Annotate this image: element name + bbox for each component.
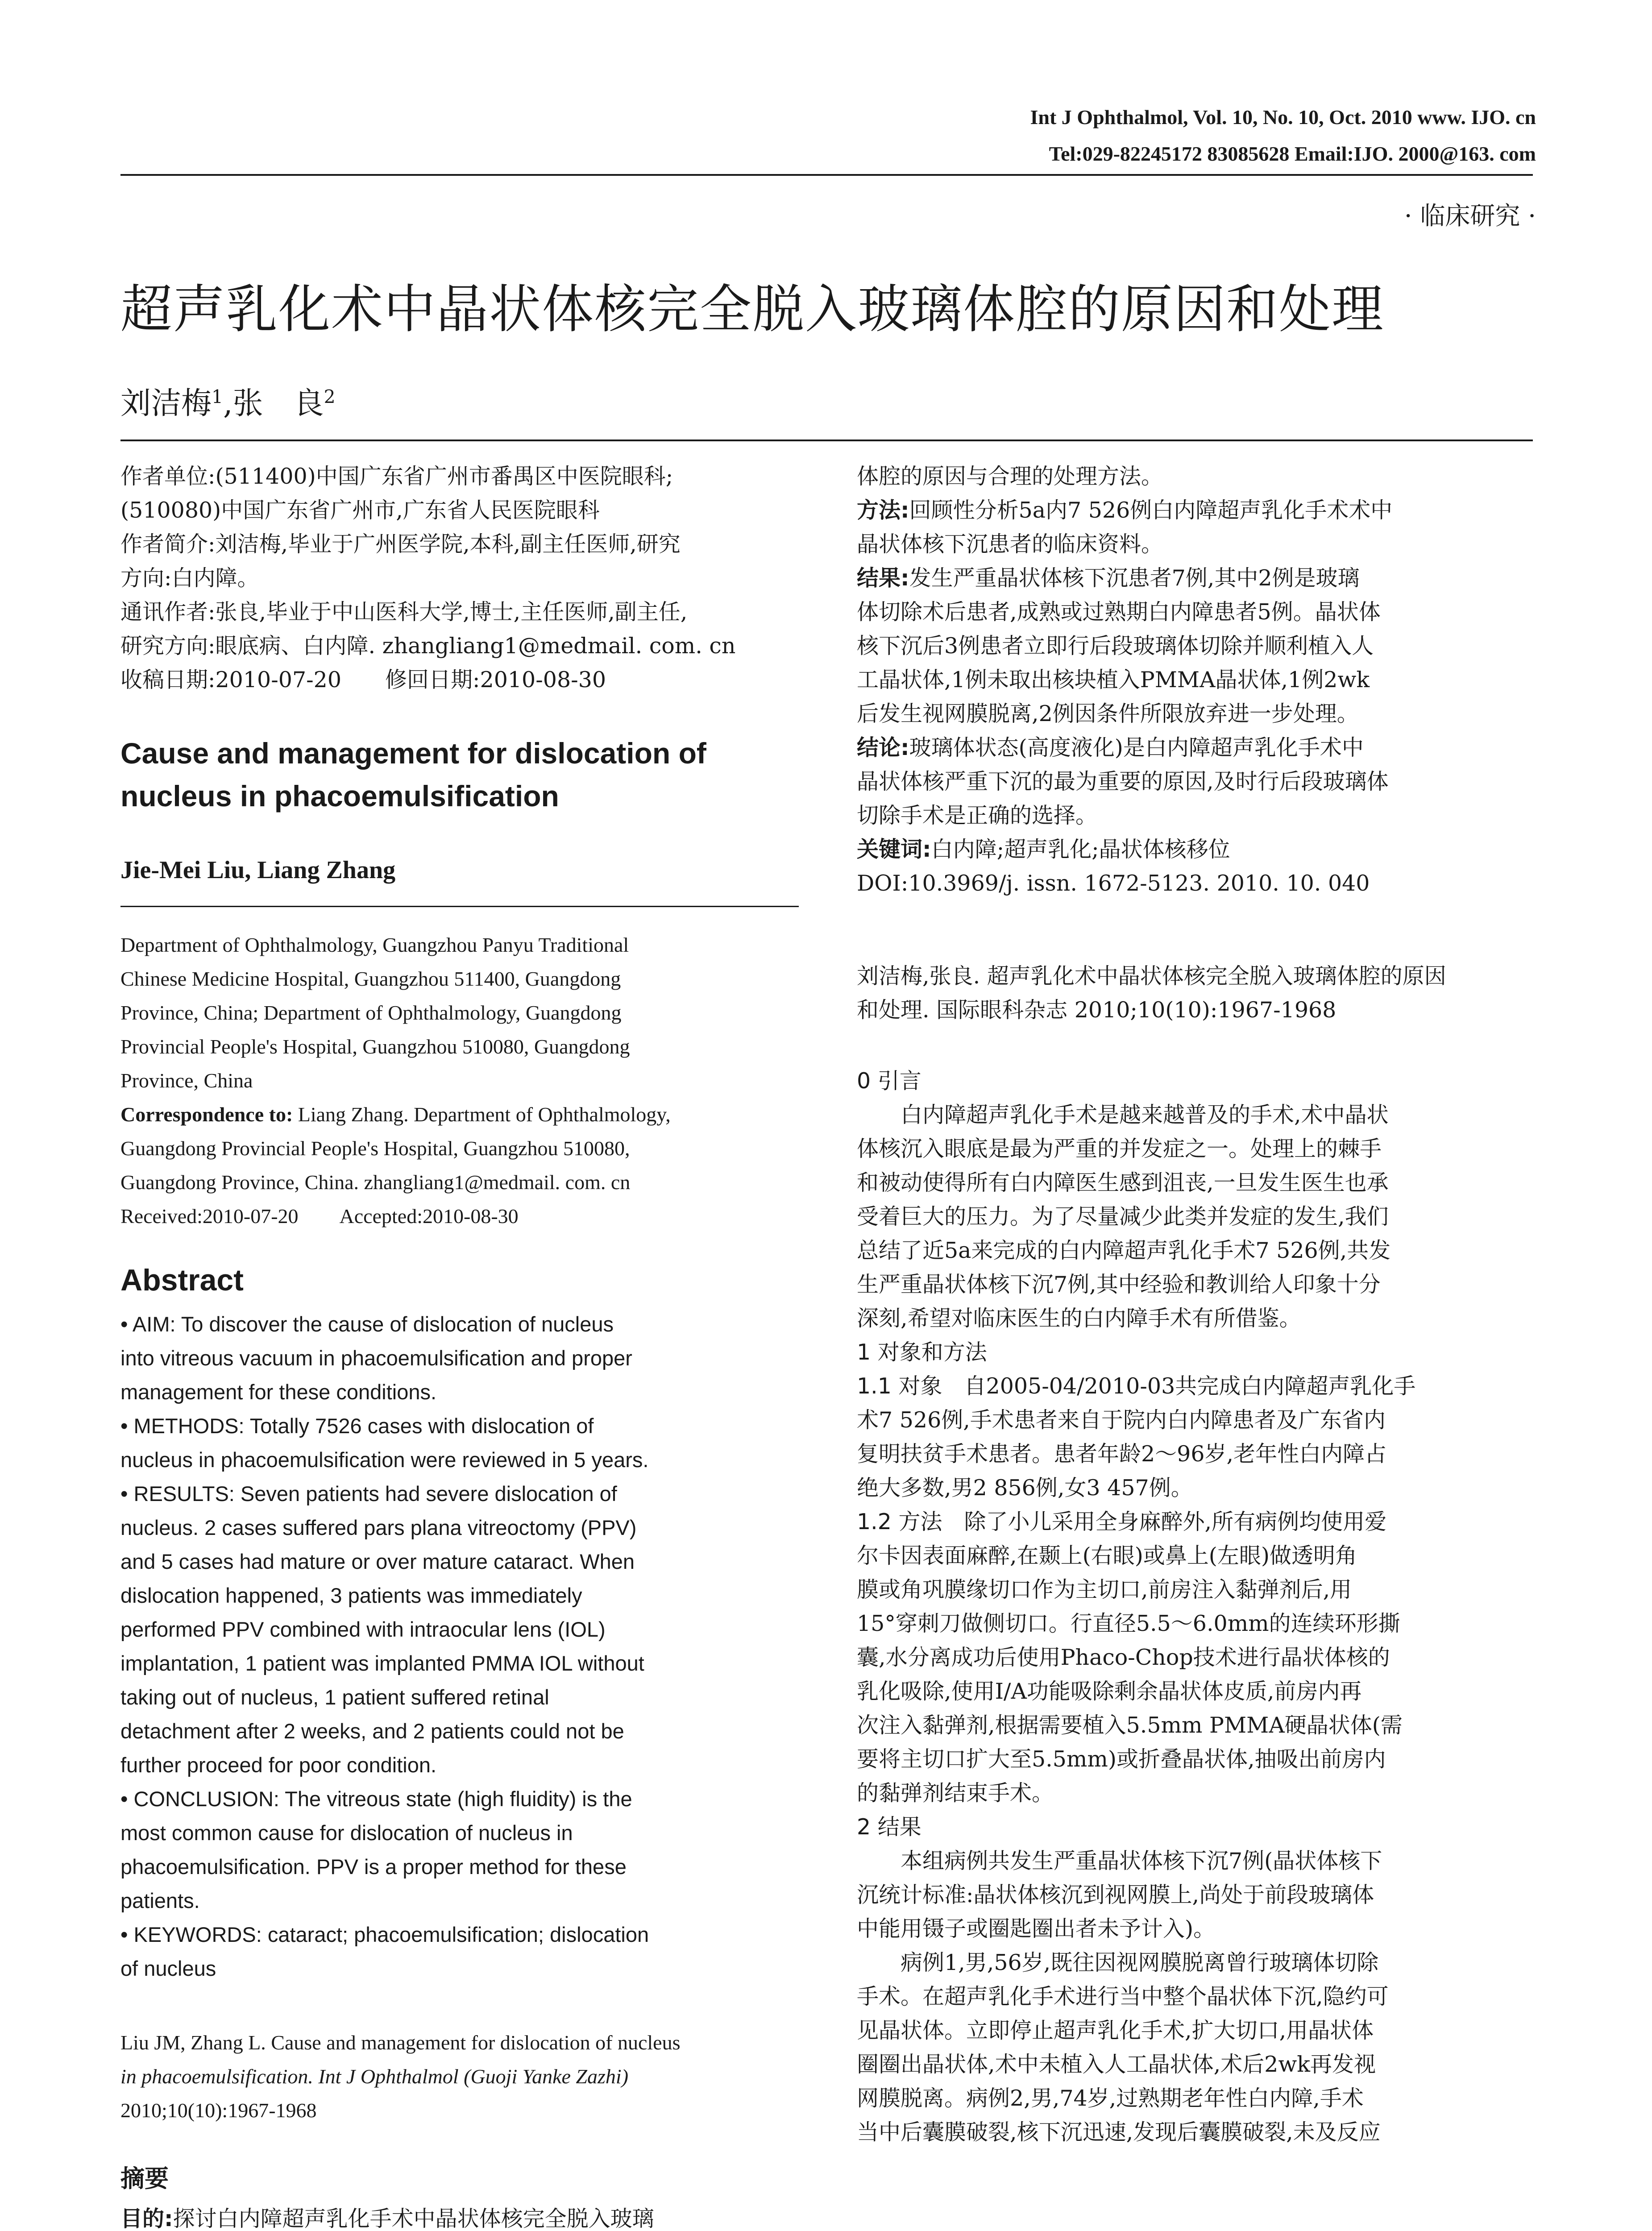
keywords-line bbox=[857, 833, 1535, 867]
section-2-line: 圈圈出晶状体,术中未植入人工晶状体,术后2wk再发视 bbox=[857, 2052, 1376, 2077]
abstract-body bbox=[120, 1307, 799, 1986]
info-line: 收稿日期:2010-07-20 修回日期:2010-08-30 bbox=[120, 667, 606, 693]
results-label: 结果: bbox=[857, 565, 909, 591]
section-1-2-line: 要将主切口扩大至5.5mm)或折叠晶状体,抽吸出前房内 bbox=[857, 1746, 1386, 1772]
english-citation bbox=[120, 2026, 799, 2127]
section-1-2-line: 的黏弹剂结束手术。 bbox=[857, 1780, 1054, 1806]
cn-aim-label: 目的: bbox=[120, 2206, 173, 2231]
results-line: 后发生视网膜脱离,2例因条件所限放弃进一步处理。 bbox=[857, 701, 1359, 726]
abstract-line: • KEYWORDS: cataract; phacoemulsification; dislocation bbox=[120, 1923, 649, 1946]
dates-line: Received:2010-07-20 Accepted:2010-08-30 bbox=[120, 1205, 519, 1227]
methods-line: 晶状体核下沉患者的临床资料。 bbox=[857, 531, 1163, 557]
abstract-line: taking out of nucleus, 1 patient suffered retinal bbox=[120, 1685, 549, 1709]
conclusion-line bbox=[857, 731, 1535, 765]
results-line bbox=[857, 561, 1535, 595]
affiliations bbox=[120, 928, 799, 1233]
affiliation-rule bbox=[120, 906, 799, 907]
section-1-1-text: 自2005-04/2010-03共完成白内障超声乳化手 bbox=[942, 1373, 1416, 1399]
journal-header-line1: Int J Ophthalmol, Vol. 10, No. 10, Oct. 2010 www. IJO. cn bbox=[1030, 106, 1536, 129]
conclusion-line: 晶状体核严重下沉的最为重要的原因,及时行后段玻璃体 bbox=[857, 769, 1389, 794]
section-1-2-line: 囊,水分离成功后使用Phaco-Chop技术进行晶状体核的 bbox=[857, 1645, 1390, 1670]
results-line: 工晶状体,1例未取出核块植入PMMA晶状体,1例2wk bbox=[857, 667, 1370, 693]
abstract-line: detachment after 2 weeks, and 2 patients could not be bbox=[120, 1719, 624, 1743]
abstract-line: • RESULTS: Seven patients had severe dislocation of bbox=[120, 1482, 617, 1505]
header-rule bbox=[120, 174, 1533, 176]
section-1-2-line bbox=[857, 1505, 1535, 1539]
aim-continued: 体腔的原因与合理的处理方法。 bbox=[857, 464, 1163, 489]
section-2-line: 网膜脱离。病例2,男,74岁,过熟期老年性白内障,手术 bbox=[857, 2086, 1364, 2111]
abstract-line: nucleus. 2 cases suffered pars plana vitreoctomy (PPV) bbox=[120, 1516, 637, 1539]
author-1-sup: 1 bbox=[212, 386, 223, 408]
section-1-2-line: 次注入黏弹剂,根据需要植入5.5mm PMMA硬晶状体(需 bbox=[857, 1713, 1403, 1738]
abstract-heading: Abstract bbox=[120, 1263, 244, 1297]
abstract-line: • CONCLUSION: The vitreous state (high fluidity) is the bbox=[120, 1787, 632, 1811]
cn-aim-text: 探讨白内障超声乳化手术中晶状体核完全脱入玻璃 bbox=[173, 2206, 654, 2231]
results-line: 核下沉后3例患者立即行后段玻璃体切除并顺利植入人 bbox=[857, 633, 1374, 659]
cn-citation bbox=[857, 959, 1535, 1027]
affiliation-line: Department of Ophthalmology, Guangzhou Panyu Traditional bbox=[120, 933, 629, 956]
info-line: 作者单位:(511400)中国广东省广州市番禺区中医院眼科; bbox=[120, 464, 673, 489]
section-2-line: 当中后囊膜破裂,核下沉迅速,发现后囊膜破裂,未及反应 bbox=[857, 2119, 1381, 2145]
results-text: 发生严重晶状体核下沉患者7例,其中2例是玻璃 bbox=[909, 565, 1360, 591]
section-0-line: 深刻,希望对临床医生的白内障手术有所借鉴。 bbox=[857, 1306, 1301, 1331]
correspondence-line: Guangdong Province, China. zhangliang1@medmail. com. cn bbox=[120, 1171, 631, 1194]
section-2-line: 手术。在超声乳化手术进行当中整个晶状体下沉,隐约可 bbox=[857, 1984, 1389, 2009]
results-line: 体切除术后患者,成熟或过熟期白内障患者5例。晶状体 bbox=[857, 599, 1381, 625]
abstract-line: nucleus in phacoemulsification were reviewed in 5 years. bbox=[120, 1448, 649, 1472]
section-0-line: 白内障超声乳化手术是越来越普及的手术,术中晶状 bbox=[901, 1102, 1389, 1128]
info-line: (510080)中国广东省广州市,广东省人民医院眼科 bbox=[120, 498, 600, 523]
section-2-line: 沉统计标准:晶状体核沉到视网膜上,尚处于前段玻璃体 bbox=[857, 1882, 1374, 1908]
main-text bbox=[857, 1064, 1535, 2149]
cn-aim bbox=[120, 2202, 799, 2231]
correspondence-text: Liang Zhang. Department of Ophthalmology, bbox=[293, 1103, 671, 1126]
author-1-name: 刘洁梅 bbox=[120, 386, 212, 421]
citation-line: in phacoemulsification. Int J Ophthalmol (Guoji Yanke Zazhi) bbox=[120, 2065, 629, 2088]
section-1-heading: 1 对象和方法 bbox=[857, 1339, 987, 1365]
correspondence-line bbox=[120, 1098, 799, 1132]
authors-rule bbox=[120, 440, 1533, 441]
methods-label: 方法: bbox=[857, 498, 909, 523]
abstract-line: management for these conditions. bbox=[120, 1380, 437, 1404]
section-1-1-line: 绝大多数,男2 856例,女3 457例。 bbox=[857, 1475, 1193, 1501]
section-2-line: 病例1,男,56岁,既往因视网膜脱离曾行玻璃体切除 bbox=[901, 1950, 1379, 1975]
info-line: 作者简介:刘洁梅,毕业于广州医学院,本科,副主任医师,研究 bbox=[120, 531, 681, 557]
article-title: 超声乳化术中晶状体核完全脱入玻璃体腔的原因和处理 bbox=[120, 279, 1384, 340]
cn-author-info bbox=[120, 460, 799, 697]
affiliation-line: Province, China bbox=[120, 1069, 253, 1092]
section-1-1-line: 术7 526例,手术患者来自于院内白内障患者及广东省内 bbox=[857, 1407, 1386, 1433]
cn-aim-line bbox=[120, 2202, 799, 2231]
doi-line: DOI:10.3969/j. issn. 1672-5123. 2010. 10. 040 bbox=[857, 871, 1370, 896]
abstract-line: patients. bbox=[120, 1889, 200, 1912]
cn-citation-line: 和处理. 国际眼科杂志 2010;10(10):1967-1968 bbox=[857, 997, 1337, 1023]
abstract-line: dislocation happened, 3 patients was immediately bbox=[120, 1584, 582, 1607]
correspondence-line: Guangdong Provincial People's Hospital, Guangzhou 510080, bbox=[120, 1137, 630, 1160]
citation-line: Liu JM, Zhang L. Cause and management for dislocation of nucleus bbox=[120, 2031, 681, 2054]
affiliation-line: Chinese Medicine Hospital, Guangzhou 511400, Guangdong bbox=[120, 967, 621, 990]
section-label: · 临床研究 · bbox=[1404, 202, 1536, 231]
keywords-label: 关键词: bbox=[857, 837, 931, 862]
english-title-line: nucleus in phacoemulsification bbox=[120, 780, 559, 813]
section-0-line: 生严重晶状体核下沉7例,其中经验和教训给人印象十分 bbox=[857, 1272, 1381, 1297]
section-1-2-line: 尔卡因表面麻醉,在颞上(右眼)或鼻上(左眼)做透明角 bbox=[857, 1543, 1357, 1568]
english-authors: Jie-Mei Liu, Liang Zhang bbox=[120, 856, 396, 884]
abstract-line: implantation, 1 patient was implanted PMMA IOL without bbox=[120, 1651, 644, 1675]
section-0-line: 受着巨大的压力。为了尽量减少此类并发症的发生,我们 bbox=[857, 1204, 1389, 1229]
abstract-line: further proceed for poor condition. bbox=[120, 1753, 437, 1777]
citation-line: 2010;10(10):1967-1968 bbox=[120, 2099, 317, 2122]
section-0-line: 和被动使得所有白内障医生感到沮丧,一旦发生医生也承 bbox=[857, 1170, 1389, 1195]
methods-line bbox=[857, 493, 1535, 527]
section-1-1-line bbox=[857, 1369, 1535, 1403]
abstract-line: into vitreous vacuum in phacoemulsification and proper bbox=[120, 1346, 632, 1370]
conclusion-line: 切除手术是正确的选择。 bbox=[857, 803, 1098, 828]
section-2-line: 中能用镊子或圈匙圈出者未予计入)。 bbox=[857, 1916, 1216, 1941]
section-0-heading: 0 引言 bbox=[857, 1068, 921, 1094]
authors-cn bbox=[120, 379, 336, 423]
cn-abstract-continued bbox=[857, 460, 1535, 900]
abstract-line: performed PPV combined with intraocular lens (IOL) bbox=[120, 1617, 606, 1641]
abstract-line: • AIM: To discover the cause of dislocation of nucleus bbox=[120, 1312, 614, 1336]
info-line: 研究方向:眼底病、白内障. zhangliang1@medmail. com. cn bbox=[120, 633, 736, 659]
abstract-line: phacoemulsification. PPV is a proper method for these bbox=[120, 1855, 627, 1879]
section-0-line: 总结了近5a来完成的白内障超声乳化手术7 526例,共发 bbox=[857, 1238, 1391, 1263]
section-1-2-line: 膜或角巩膜缘切口作为主切口,前房注入黏弹剂后,用 bbox=[857, 1577, 1352, 1602]
affiliation-line: Province, China; Department of Ophthalmology, Guangdong bbox=[120, 1001, 622, 1024]
journal-header-line2: Tel:029-82245172 83085628 Email:IJO. 2000@163. com bbox=[1049, 142, 1536, 165]
author-2-sup: 2 bbox=[324, 386, 336, 408]
abstract-line: • METHODS: Totally 7526 cases with dislocation of bbox=[120, 1414, 594, 1438]
abstract-line: of nucleus bbox=[120, 1957, 216, 1980]
section-1-2-line: 乳化吸除,使用I/A功能吸除剩余晶状体皮质,前房内再 bbox=[857, 1679, 1362, 1704]
info-line: 方向:白内障。 bbox=[120, 565, 259, 591]
section-1-2-text: 除了小儿采用全身麻醉外,所有病例均使用爱 bbox=[942, 1509, 1387, 1534]
conclusion-label: 结论: bbox=[857, 735, 909, 760]
section-2-line: 本组病例共发生严重晶状体核下沉7例(晶状体核下 bbox=[901, 1848, 1382, 1874]
section-1-1-line: 复明扶贫手术患者。患者年龄2～96岁,老年性白内障占 bbox=[857, 1441, 1387, 1467]
section-0-line: 体核沉入眼底是最为严重的并发症之一。处理上的棘手 bbox=[857, 1136, 1382, 1161]
correspondence-label: Correspondence to: bbox=[120, 1103, 293, 1126]
author-2-name: ,张 良 bbox=[223, 386, 324, 421]
english-title bbox=[120, 732, 799, 817]
affiliation-line: Provincial People's Hospital, Guangzhou 510080, Guangdong bbox=[120, 1035, 630, 1058]
keywords-text: 白内障;超声乳化;晶状体核移位 bbox=[931, 837, 1230, 862]
abstract-line: most common cause for dislocation of nucleus in bbox=[120, 1821, 573, 1845]
section-1-2-label: 1.2 方法 bbox=[857, 1509, 942, 1534]
english-title-line: Cause and management for dislocation of bbox=[120, 737, 706, 770]
abstract-line: and 5 cases had mature or over mature cataract. When bbox=[120, 1550, 635, 1573]
section-1-2-line: 15°穿刺刀做侧切口。行直径5.5～6.0mm的连续环形撕 bbox=[857, 1611, 1400, 1636]
info-line: 通讯作者:张良,毕业于中山医科大学,博士,主任医师,副主任, bbox=[120, 599, 688, 625]
cn-abstract-heading: 摘要 bbox=[120, 2165, 169, 2193]
cn-citation-line: 刘洁梅,张良. 超声乳化术中晶状体核完全脱入玻璃体腔的原因 bbox=[857, 963, 1446, 989]
section-2-heading: 2 结果 bbox=[857, 1814, 921, 1840]
conclusion-text: 玻璃体状态(高度液化)是白内障超声乳化手术中 bbox=[909, 735, 1364, 760]
section-1-1-label: 1.1 对象 bbox=[857, 1373, 942, 1399]
methods-text: 回顾性分析5a内7 526例白内障超声乳化手术术中 bbox=[909, 498, 1393, 523]
section-2-line: 见晶状体。立即停止超声乳化手术,扩大切口,用晶状体 bbox=[857, 2018, 1374, 2043]
